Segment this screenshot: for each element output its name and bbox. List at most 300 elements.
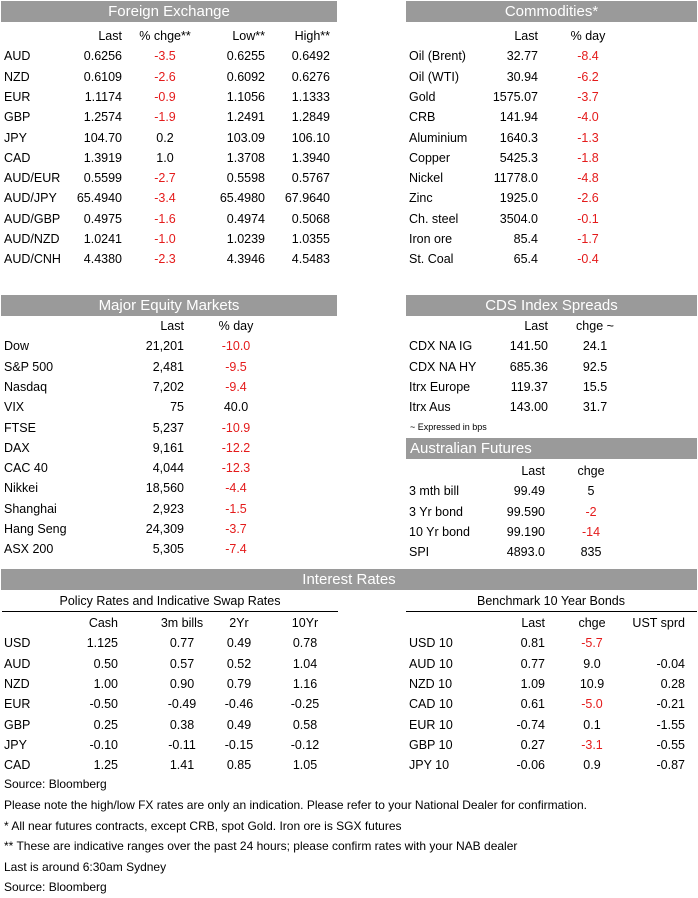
table-cell: 0.85 (226, 758, 252, 773)
table-cell: 5 (587, 484, 595, 499)
table-cell: 0.6092 (226, 69, 265, 84)
table-cell: -4.0 (577, 110, 599, 125)
row-label: AUD/GBP (4, 211, 61, 226)
table-row (0, 188, 340, 208)
table-cell: 4.5483 (291, 252, 330, 267)
table-cell: 1.1056 (226, 89, 265, 104)
table-row (0, 755, 340, 775)
column-header: UST sprd (632, 616, 685, 630)
row-label: CDX NA HY (409, 359, 477, 374)
row-label: NZD 10 (409, 676, 453, 691)
table-cell: 99.190 (506, 524, 545, 539)
column-header: % chge** (139, 29, 191, 43)
table-cell: -0.1 (577, 211, 599, 226)
table-cell: -0.50 (89, 697, 118, 712)
table-cell: 31.7 (582, 400, 608, 415)
table-cell: -0.04 (656, 656, 685, 671)
fx-table (0, 26, 340, 274)
row-label: EUR 10 (409, 717, 453, 732)
table-row (404, 654, 698, 674)
table-cell: 1.05 (292, 758, 318, 773)
table-cell: -0.9 (154, 89, 176, 104)
table-cell: 24.1 (582, 339, 608, 354)
table-cell: 11778.0 (493, 171, 538, 186)
table-cell: -3.7 (225, 522, 247, 536)
futures-table (404, 461, 698, 566)
table-cell: 1.09 (520, 676, 545, 691)
table-cell: 0.57 (169, 656, 195, 671)
table-cell: 1925.0 (499, 191, 538, 206)
column-header: Last (160, 319, 184, 333)
policy-subtitle: Policy Rates and Indicative Swap Rates (59, 594, 281, 608)
table-cell: -2.7 (154, 171, 176, 186)
rates-title: Interest Rates (1, 569, 697, 590)
table-row (0, 249, 340, 269)
futures-title: Australian Futures (406, 438, 697, 459)
table-cell: 0.77 (169, 636, 195, 651)
table-cell: 85.4 (513, 232, 538, 246)
row-label: GBP (4, 110, 31, 125)
table-row (0, 67, 340, 87)
table-cell: 104.70 (83, 130, 122, 145)
table-header-row (404, 461, 698, 481)
table-cell: -1.8 (577, 150, 599, 165)
table-row (404, 229, 698, 249)
table-cell: 40.0 (223, 400, 249, 415)
table-cell: 75 (170, 400, 184, 415)
row-label: CAD 10 (409, 697, 453, 712)
table-cell: 1.0241 (83, 232, 122, 246)
row-label: DAX (4, 440, 30, 455)
table-row (0, 168, 340, 188)
row-label: Dow (4, 339, 30, 354)
table-cell: 1.0 (156, 150, 174, 165)
table-cell: 0.49 (226, 636, 252, 651)
table-cell: 1.2491 (226, 110, 265, 125)
table-cell: -4.8 (577, 171, 599, 186)
table-cell: -0.15 (224, 737, 254, 752)
note-source-2: Source: Bloomberg (4, 880, 107, 894)
table-cell: 0.5599 (83, 171, 122, 186)
table-cell: -0.25 (290, 697, 320, 712)
table-cell: 0.2 (156, 130, 174, 145)
column-header: chge ~ (576, 319, 614, 333)
table-row (404, 755, 698, 775)
table-cell: 141.94 (499, 110, 538, 125)
table-cell: -8.4 (577, 49, 599, 64)
table-cell: 0.6109 (83, 69, 122, 84)
table-row (404, 397, 698, 417)
table-row (0, 128, 340, 148)
table-row (0, 209, 340, 229)
table-cell: 106.10 (291, 130, 330, 145)
table-cell: 1640.3 (499, 130, 538, 145)
table-cell: 1.04 (292, 656, 318, 671)
table-cell: 65.4 (513, 252, 538, 267)
row-label: USD 10 (409, 636, 453, 651)
row-label: AUD 10 (409, 656, 453, 671)
table-cell: 21,201 (145, 339, 184, 354)
row-label: AUD/EUR (4, 171, 61, 186)
cds-table (404, 316, 698, 421)
table-cell: 2,923 (152, 501, 184, 516)
column-header: 10Yr (291, 616, 319, 630)
row-label: AUD (4, 49, 31, 64)
table-row (0, 694, 340, 714)
equities-title: Major Equity Markets (1, 295, 337, 316)
table-cell: 0.6256 (83, 49, 122, 64)
table-cell: -12.3 (221, 461, 251, 476)
table-cell: 0.49 (226, 717, 252, 732)
table-cell: 0.90 (169, 676, 195, 691)
table-cell: -0.21 (656, 697, 685, 712)
table-row (404, 188, 698, 208)
table-header-row (404, 26, 698, 46)
row-label: Itrx Europe (409, 379, 471, 394)
table-cell: -2 (585, 504, 597, 519)
table-cell: 5425.3 (499, 150, 538, 165)
table-cell: -1.0 (154, 232, 176, 246)
note-futures: * All near futures contracts, except CRB, spot Gold. Iron ore is SGX futures (4, 819, 402, 833)
table-cell: -3.4 (154, 191, 176, 206)
table-cell: 99.49 (513, 484, 545, 499)
table-row (404, 107, 698, 127)
row-label: AUD/CNH (4, 252, 61, 267)
row-label: JPY (4, 737, 27, 752)
table-row (404, 67, 698, 87)
table-cell: -0.4 (577, 252, 599, 267)
table-cell: 0.61 (520, 697, 545, 712)
table-row (0, 478, 340, 498)
column-header: Last (521, 464, 545, 478)
table-cell: -1.7 (577, 232, 599, 246)
table-cell: 99.590 (506, 504, 545, 519)
table-cell: 0.5598 (226, 171, 265, 186)
table-row (404, 522, 698, 542)
table-cell: 1.3940 (291, 150, 330, 165)
table-row (0, 499, 340, 519)
table-cell: 0.52 (226, 656, 252, 671)
table-row (0, 148, 340, 168)
table-cell: 0.6276 (291, 69, 330, 84)
row-label: USD (4, 636, 31, 651)
table-row (0, 519, 340, 539)
table-cell: -0.11 (168, 737, 196, 752)
table-cell: 1575.07 (492, 89, 538, 104)
table-row (404, 377, 698, 397)
row-label: GBP 10 (409, 737, 453, 752)
table-row (0, 107, 340, 127)
column-header: Low** (232, 29, 265, 43)
table-cell: 3504.0 (499, 211, 538, 226)
table-cell: -3.5 (154, 49, 176, 64)
column-header: Cash (88, 616, 118, 630)
table-cell: -1.55 (656, 717, 685, 732)
table-header-row (404, 613, 698, 633)
table-row (0, 458, 340, 478)
note-ranges: ** These are indicative ranges over the past 24 hours; please confirm rates with your NAB dealer (4, 839, 518, 853)
table-cell: -4.4 (225, 481, 247, 496)
table-cell: -9.4 (225, 379, 247, 394)
row-label: 3 Yr bond (409, 504, 463, 519)
table-row (0, 654, 340, 674)
column-header: Last (98, 29, 122, 43)
table-cell: -12.2 (221, 440, 251, 455)
row-label: Hang Seng (4, 522, 67, 536)
row-label: Nickel (409, 171, 444, 186)
table-cell: 0.77 (520, 656, 545, 671)
column-header: chge (577, 464, 605, 478)
row-label: S&P 500 (4, 359, 54, 374)
table-row (0, 397, 340, 417)
table-row (404, 249, 698, 269)
cds-title: CDS Index Spreads (406, 295, 697, 316)
table-cell: 0.9 (583, 758, 601, 773)
table-cell: -0.06 (516, 758, 545, 773)
column-header: Last (521, 616, 545, 630)
table-header-row (0, 26, 340, 46)
table-row (404, 715, 698, 735)
table-cell: -6.2 (577, 69, 599, 84)
table-row (404, 209, 698, 229)
table-cell: -0.55 (656, 737, 685, 752)
table-cell: -0.10 (89, 737, 118, 752)
table-cell: 143.00 (509, 400, 548, 415)
table-cell: 0.5767 (291, 171, 330, 186)
note-time: Last is around 6:30am Sydney (4, 860, 167, 874)
table-cell: 1.2849 (291, 110, 330, 125)
table-row (404, 168, 698, 188)
table-cell: -0.87 (656, 758, 685, 773)
row-label: Nikkei (4, 481, 39, 496)
table-cell: -5.0 (581, 697, 603, 712)
row-label: AUD (4, 656, 31, 671)
column-header: 3m bills (160, 616, 204, 630)
bonds-subtitle: Benchmark 10 Year Bonds (476, 594, 626, 608)
table-cell: 0.58 (292, 717, 318, 732)
row-label: EUR (4, 697, 31, 712)
table-cell: 1.1174 (84, 89, 122, 104)
table-cell: 119.37 (510, 379, 548, 394)
table-cell: 0.81 (520, 636, 545, 651)
row-label: JPY (4, 130, 27, 145)
table-cell: -2.6 (577, 191, 599, 206)
table-cell: 1.3919 (83, 150, 122, 165)
row-label: FTSE (4, 420, 36, 435)
table-row (0, 735, 340, 755)
table-cell: 0.1 (583, 717, 601, 732)
table-cell: 1.0239 (226, 232, 265, 246)
row-label: CRB (409, 110, 436, 125)
table-row (0, 438, 340, 458)
table-cell: -0.12 (290, 737, 320, 752)
table-row (0, 539, 340, 559)
table-row (0, 674, 340, 694)
table-cell: 685.36 (509, 359, 548, 374)
table-row (0, 229, 340, 249)
table-cell: 65.4980 (219, 191, 265, 206)
table-cell: 10.9 (579, 676, 605, 691)
table-cell: 0.79 (226, 676, 252, 691)
row-label: 3 mth bill (409, 484, 460, 499)
row-label: Itrx Aus (409, 400, 451, 415)
table-cell: 24,309 (145, 522, 184, 536)
row-label: Gold (409, 89, 436, 104)
table-cell: 0.6255 (226, 49, 265, 64)
table-cell: 1.25 (93, 758, 118, 773)
row-label: EUR (4, 89, 31, 104)
table-cell: 103.09 (226, 130, 265, 145)
table-cell: 30.94 (506, 69, 538, 84)
table-cell: 32.77 (506, 49, 538, 64)
table-cell: 5,237 (152, 420, 184, 435)
row-label: Shanghai (4, 501, 57, 516)
table-cell: 9,161 (152, 440, 184, 455)
table-row (404, 633, 698, 653)
table-row (0, 418, 340, 438)
table-header-row (0, 316, 340, 336)
table-cell: 0.25 (93, 717, 118, 732)
row-label: CAD (4, 758, 31, 773)
row-label: AUD/JPY (4, 191, 57, 206)
table-cell: 1.1333 (291, 89, 330, 104)
table-cell: -2.6 (154, 69, 176, 84)
table-cell: 0.6492 (291, 49, 330, 64)
table-cell: 1.125 (86, 636, 118, 651)
table-cell: -2.3 (154, 252, 176, 267)
table-cell: 1.00 (93, 676, 118, 691)
table-cell: 65.4940 (76, 191, 122, 206)
policy-table (0, 613, 340, 783)
table-cell: 4893.0 (506, 545, 545, 560)
table-cell: -0.46 (224, 697, 254, 712)
row-label: St. Coal (409, 252, 454, 267)
table-cell: 0.4975 (83, 211, 122, 226)
table-cell: 0.27 (520, 737, 545, 752)
table-row (0, 87, 340, 107)
table-cell: 5,305 (152, 542, 184, 557)
table-cell: 1.3708 (226, 150, 265, 165)
fx-title: Foreign Exchange (1, 1, 337, 22)
row-label: CAD (4, 150, 31, 165)
column-header: % day (570, 29, 606, 43)
table-row (0, 377, 340, 397)
table-cell: 7,202 (152, 379, 184, 394)
table-cell: -1.3 (577, 130, 599, 145)
row-label: Oil (WTI) (409, 69, 459, 84)
row-label: Copper (409, 150, 450, 165)
table-row (404, 148, 698, 168)
table-cell: -5.7 (581, 636, 603, 651)
table-cell: 4,044 (152, 461, 184, 476)
table-row (404, 357, 698, 377)
cds-footnote: ~ Expressed in bps (410, 422, 487, 432)
commodities-title: Commodities* (406, 1, 697, 22)
table-cell: -3.1 (581, 737, 603, 752)
table-cell: 1.16 (292, 676, 318, 691)
table-cell: -0.74 (516, 717, 545, 732)
row-label: ASX 200 (4, 542, 54, 557)
table-row (0, 46, 340, 66)
table-cell: -14 (581, 524, 601, 539)
row-label: Ch. steel (409, 211, 459, 226)
table-row (404, 336, 698, 356)
policy-underline (2, 611, 338, 612)
row-label: Oil (Brent) (409, 49, 466, 64)
row-label: Nasdaq (4, 379, 48, 394)
table-cell: 0.50 (93, 656, 118, 671)
table-cell: -1.6 (154, 211, 176, 226)
table-header-row (404, 316, 698, 336)
table-cell: -1.5 (225, 501, 247, 516)
table-cell: -10.0 (221, 339, 251, 354)
table-row (0, 715, 340, 735)
table-row (0, 357, 340, 377)
bonds-table (404, 613, 698, 783)
bonds-underline (406, 611, 697, 612)
column-header: Last (524, 319, 548, 333)
note-source-1: Source: Bloomberg (4, 777, 107, 791)
equities-table (0, 316, 340, 564)
row-label: Iron ore (409, 232, 453, 246)
table-row (404, 87, 698, 107)
row-label: CDX NA IG (409, 339, 473, 354)
column-header: Last (514, 29, 538, 43)
table-cell: 1.0355 (291, 232, 330, 246)
table-cell: -3.7 (577, 89, 599, 104)
table-cell: 835 (580, 545, 602, 560)
row-label: Zinc (409, 191, 433, 206)
row-label: NZD (4, 676, 30, 691)
row-label: GBP (4, 717, 31, 732)
table-cell: -10.9 (221, 420, 251, 435)
row-label: NZD (4, 69, 30, 84)
row-label: VIX (4, 400, 25, 415)
row-label: 10 Yr bond (409, 524, 470, 539)
table-row (0, 336, 340, 356)
table-row (404, 46, 698, 66)
table-cell: 1.41 (169, 758, 195, 773)
table-cell: 15.5 (582, 379, 608, 394)
row-label: CAC 40 (4, 461, 48, 476)
table-cell: 4.4380 (83, 252, 122, 267)
table-cell: 18,560 (145, 481, 184, 496)
column-header: 2Yr (229, 616, 249, 630)
table-cell: -0.49 (167, 697, 197, 712)
table-cell: 1.2574 (83, 110, 122, 125)
column-header: % day (218, 319, 254, 333)
column-header: chge (578, 616, 606, 630)
table-header-row (0, 613, 340, 633)
table-cell: 0.38 (169, 717, 195, 732)
table-row (404, 674, 698, 694)
table-cell: -9.5 (225, 359, 247, 374)
table-row (404, 542, 698, 562)
table-row (404, 481, 698, 501)
row-label: JPY 10 (409, 758, 450, 773)
table-cell: -7.4 (225, 542, 247, 557)
table-row (404, 735, 698, 755)
commodities-table (404, 26, 698, 274)
column-header: High** (294, 29, 330, 43)
table-cell: 67.9640 (284, 191, 330, 206)
row-label: Aluminium (409, 130, 468, 145)
table-row (404, 502, 698, 522)
row-label: SPI (409, 545, 430, 560)
table-row (404, 128, 698, 148)
table-cell: 0.78 (292, 636, 318, 651)
table-cell: 9.0 (583, 656, 601, 671)
